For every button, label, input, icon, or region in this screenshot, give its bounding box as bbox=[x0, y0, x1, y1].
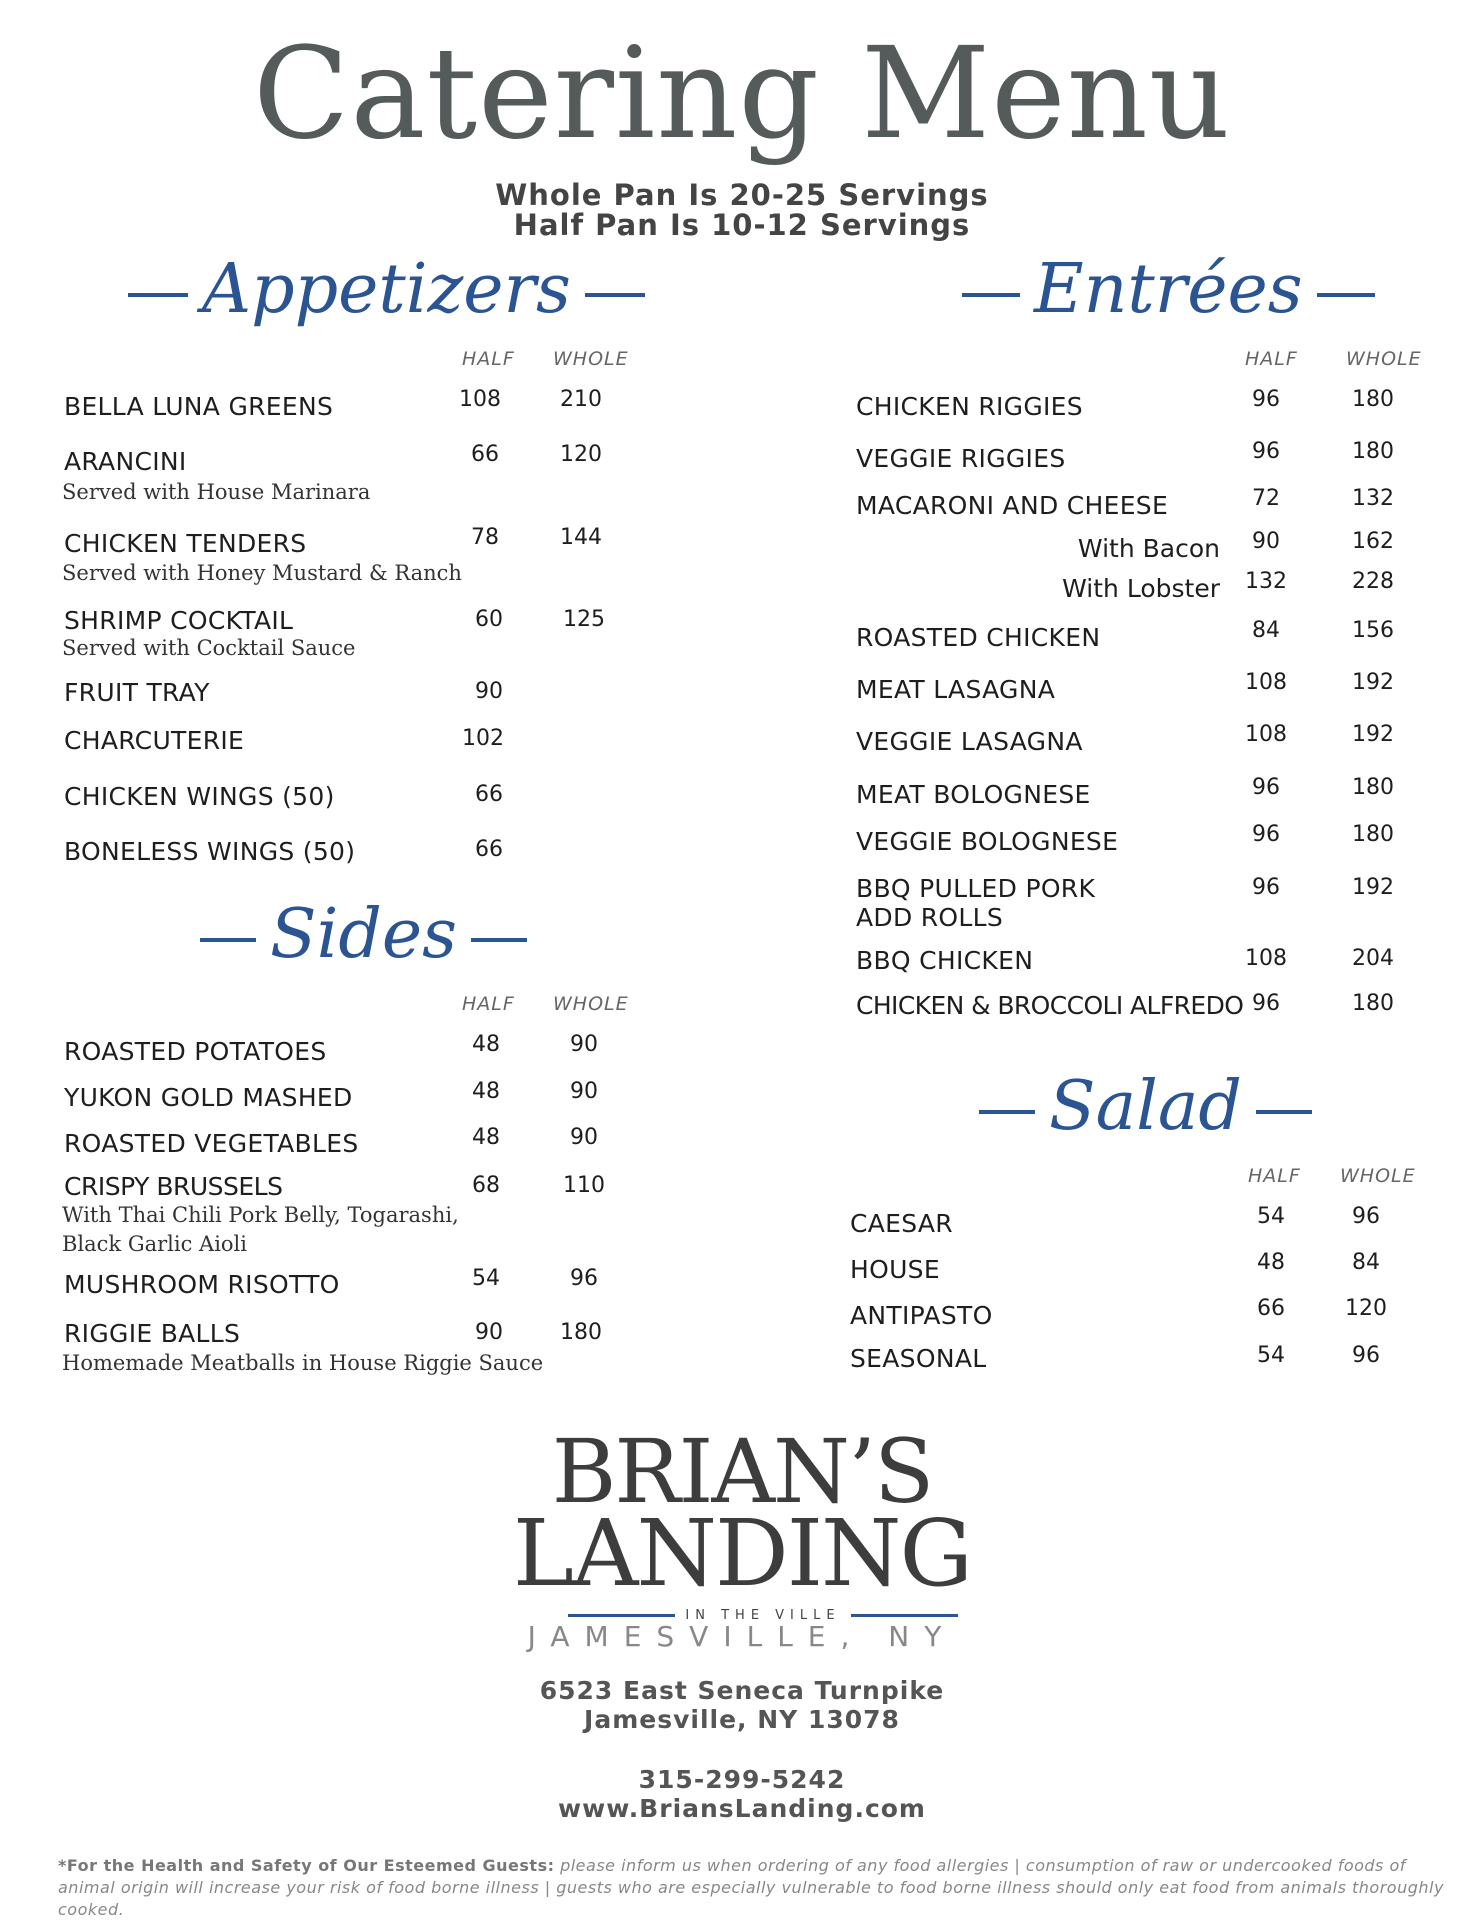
price-half: 96 bbox=[1252, 439, 1280, 464]
sides-heading bbox=[186, 895, 541, 974]
price-half: 96 bbox=[1252, 875, 1280, 900]
price-whole: 96 bbox=[1352, 1343, 1380, 1368]
price-whole: 110 bbox=[563, 1173, 605, 1198]
menu-item-name: SHRIMP COCKTAIL bbox=[64, 606, 294, 635]
price-half: 66 bbox=[475, 782, 503, 807]
salad-heading bbox=[965, 1067, 1326, 1146]
price-half: 48 bbox=[472, 1079, 500, 1104]
health-disclaimer bbox=[58, 1855, 1448, 1921]
phone-number: 315-299-5242 bbox=[638, 1765, 846, 1794]
price-whole: 120 bbox=[560, 442, 602, 467]
price-whole: 144 bbox=[560, 525, 602, 550]
price-half: 60 bbox=[475, 607, 503, 632]
heading-rule bbox=[585, 293, 645, 297]
price-half: 90 bbox=[475, 679, 503, 704]
menu-item-variant: With Lobster bbox=[1062, 574, 1220, 603]
menu-item-desc: With Thai Chili Pork Belly, Togarashi, bbox=[62, 1203, 459, 1227]
price-whole: 180 bbox=[1352, 387, 1394, 412]
logo-line-1: BRIAN’S bbox=[551, 1420, 933, 1523]
price-whole: 180 bbox=[1352, 991, 1394, 1016]
col-header-half: HALF bbox=[1245, 348, 1298, 370]
heading-rule bbox=[1256, 1110, 1312, 1114]
heading-rule bbox=[128, 293, 188, 297]
appetizers-heading bbox=[114, 250, 659, 329]
disclaimer-text: please inform us when ordering of any food allergies | consumption of raw or undercooked foods of animal origin will increase your risk of food borne illness | guests who are especially vulnerable to food borne illness should only eat food from animals thoroughly cooked. bbox=[58, 1856, 1444, 1919]
col-header-whole: WHOLE bbox=[553, 348, 629, 370]
price-half: 66 bbox=[1257, 1296, 1285, 1321]
heading-rule bbox=[471, 938, 527, 942]
price-whole: 180 bbox=[1352, 822, 1394, 847]
price-whole: 156 bbox=[1352, 618, 1394, 643]
col-header-half: HALF bbox=[1248, 1165, 1301, 1187]
heading-rule bbox=[200, 938, 256, 942]
col-header-whole: WHOLE bbox=[1346, 348, 1422, 370]
entrees-heading-text: Entrées bbox=[1034, 250, 1303, 329]
menu-item-name: SEASONAL bbox=[850, 1344, 987, 1373]
address-line-2: Jamesville, NY 13078 bbox=[584, 1705, 900, 1734]
heading-rule bbox=[962, 293, 1020, 297]
price-half: 66 bbox=[471, 442, 499, 467]
price-whole: 228 bbox=[1352, 569, 1394, 594]
price-half: 90 bbox=[1252, 529, 1280, 554]
price-whole: 90 bbox=[570, 1125, 598, 1150]
price-half: 54 bbox=[1257, 1204, 1285, 1229]
menu-item-desc: Served with House Marinara bbox=[62, 480, 371, 504]
price-whole: 180 bbox=[560, 1320, 602, 1345]
menu-item-desc: Black Garlic Aioli bbox=[62, 1232, 247, 1256]
website-link[interactable]: www.BriansLanding.com bbox=[558, 1794, 926, 1823]
price-half: 108 bbox=[1245, 722, 1287, 747]
price-half: 90 bbox=[475, 1320, 503, 1345]
menu-item-name: CHICKEN & BROCCOLI ALFREDO bbox=[856, 991, 1244, 1020]
price-whole: 125 bbox=[563, 607, 605, 632]
servings-info bbox=[0, 180, 1484, 240]
menu-item-name: YUKON GOLD MASHED bbox=[64, 1083, 353, 1112]
menu-item-name: BBQ PULLED PORK bbox=[856, 874, 1096, 903]
menu-item-name: VEGGIE LASAGNA bbox=[856, 727, 1083, 756]
menu-item-name: MUSHROOM RISOTTO bbox=[64, 1270, 340, 1299]
menu-item-desc: Homemade Meatballs in House Riggie Sauce bbox=[62, 1351, 544, 1375]
price-whole: 180 bbox=[1352, 439, 1394, 464]
logo-location: JAMESVILLE, NY bbox=[527, 1620, 957, 1653]
menu-item-name: ANTIPASTO bbox=[850, 1301, 993, 1330]
entrees-heading bbox=[948, 250, 1389, 329]
menu-item-name: CHICKEN RIGGIES bbox=[856, 392, 1083, 421]
menu-item-name: RIGGIE BALLS bbox=[64, 1319, 241, 1348]
disclaimer-lead: *For the Health and Safety of Our Esteemed Guests: bbox=[58, 1856, 555, 1875]
price-half: 132 bbox=[1245, 569, 1287, 594]
col-header-whole: WHOLE bbox=[1340, 1165, 1416, 1187]
menu-item-name: CAESAR bbox=[850, 1209, 953, 1238]
logo-tagline: IN THE VILLE bbox=[685, 1608, 841, 1623]
logo-line-2: LANDING bbox=[512, 1500, 972, 1607]
page-title: Catering Menu bbox=[253, 20, 1231, 167]
price-half: 108 bbox=[459, 387, 501, 412]
price-whole: 132 bbox=[1352, 486, 1394, 511]
price-whole: 192 bbox=[1352, 875, 1394, 900]
menu-item-name: MEAT LASAGNA bbox=[856, 675, 1056, 704]
price-whole: 96 bbox=[570, 1266, 598, 1291]
menu-item-name: ROASTED POTATOES bbox=[64, 1037, 327, 1066]
heading-rule bbox=[979, 1110, 1035, 1114]
menu-item-name: HOUSE bbox=[850, 1255, 940, 1284]
menu-item-name: BONELESS WINGS (50) bbox=[64, 837, 356, 866]
price-half: 96 bbox=[1252, 387, 1280, 412]
price-half: 78 bbox=[471, 525, 499, 550]
logo-rule bbox=[568, 1614, 675, 1617]
menu-item-name: ROASTED CHICKEN bbox=[856, 623, 1101, 652]
sides-heading-text: Sides bbox=[270, 895, 457, 974]
price-half: 96 bbox=[1252, 991, 1280, 1016]
menu-item-name: FRUIT TRAY bbox=[64, 678, 210, 707]
menu-item-name: CHARCUTERIE bbox=[64, 726, 245, 755]
col-header-half: HALF bbox=[462, 993, 515, 1015]
price-half: 68 bbox=[472, 1173, 500, 1198]
price-whole: 192 bbox=[1352, 722, 1394, 747]
menu-item-name: VEGGIE RIGGIES bbox=[856, 444, 1066, 473]
menu-item-name: MACARONI AND CHEESE bbox=[856, 491, 1169, 520]
menu-item-name: CRISPY BRUSSELS bbox=[64, 1172, 283, 1201]
appetizers-heading-text: Appetizers bbox=[202, 250, 571, 329]
menu-item-desc: Served with Honey Mustard & Ranch bbox=[62, 561, 462, 585]
price-half: 84 bbox=[1252, 618, 1280, 643]
price-whole: 120 bbox=[1345, 1296, 1387, 1321]
menu-item-name: BELLA LUNA GREENS bbox=[64, 392, 334, 421]
price-whole: 180 bbox=[1352, 775, 1394, 800]
menu-item-name: CHICKEN WINGS (50) bbox=[64, 782, 335, 811]
price-half: 108 bbox=[1245, 670, 1287, 695]
menu-item-name: VEGGIE BOLOGNESE bbox=[856, 827, 1119, 856]
price-whole: 90 bbox=[570, 1032, 598, 1057]
address-line-1: 6523 East Seneca Turnpike bbox=[539, 1676, 945, 1705]
price-half: 108 bbox=[1245, 946, 1287, 971]
menu-item-name: ROASTED VEGETABLES bbox=[64, 1129, 359, 1158]
menu-item-name: BBQ CHICKEN bbox=[856, 946, 1034, 975]
price-half: 96 bbox=[1252, 775, 1280, 800]
price-half: 48 bbox=[1257, 1250, 1285, 1275]
salad-heading-text: Salad bbox=[1049, 1067, 1242, 1146]
price-whole: 96 bbox=[1352, 1204, 1380, 1229]
price-half: 48 bbox=[472, 1125, 500, 1150]
col-header-whole: WHOLE bbox=[553, 993, 629, 1015]
price-whole: 210 bbox=[560, 387, 602, 412]
price-whole: 90 bbox=[570, 1079, 598, 1104]
col-header-half: HALF bbox=[462, 348, 515, 370]
price-whole: 204 bbox=[1352, 946, 1394, 971]
price-half: 54 bbox=[472, 1266, 500, 1291]
menu-item-name: ARANCINI bbox=[64, 447, 187, 476]
servings-whole: Whole Pan Is 20-25 Servings bbox=[495, 178, 989, 212]
menu-item-name: MEAT BOLOGNESE bbox=[856, 780, 1091, 809]
menu-item-desc: Served with Cocktail Sauce bbox=[62, 636, 356, 660]
heading-rule bbox=[1317, 293, 1375, 297]
price-whole: 192 bbox=[1352, 670, 1394, 695]
menu-item-name: CHICKEN TENDERS bbox=[64, 529, 307, 558]
price-half: 96 bbox=[1252, 822, 1280, 847]
price-half: 102 bbox=[462, 726, 504, 751]
price-half: 54 bbox=[1257, 1343, 1285, 1368]
price-half: 48 bbox=[472, 1032, 500, 1057]
price-whole: 84 bbox=[1352, 1250, 1380, 1275]
servings-half: Half Pan Is 10-12 Servings bbox=[513, 208, 971, 242]
menu-item-note: ADD ROLLS bbox=[856, 903, 1004, 932]
price-half: 72 bbox=[1252, 486, 1280, 511]
logo-rule bbox=[851, 1614, 958, 1617]
menu-item-variant: With Bacon bbox=[1077, 534, 1220, 563]
price-whole: 162 bbox=[1352, 529, 1394, 554]
price-half: 66 bbox=[475, 837, 503, 862]
